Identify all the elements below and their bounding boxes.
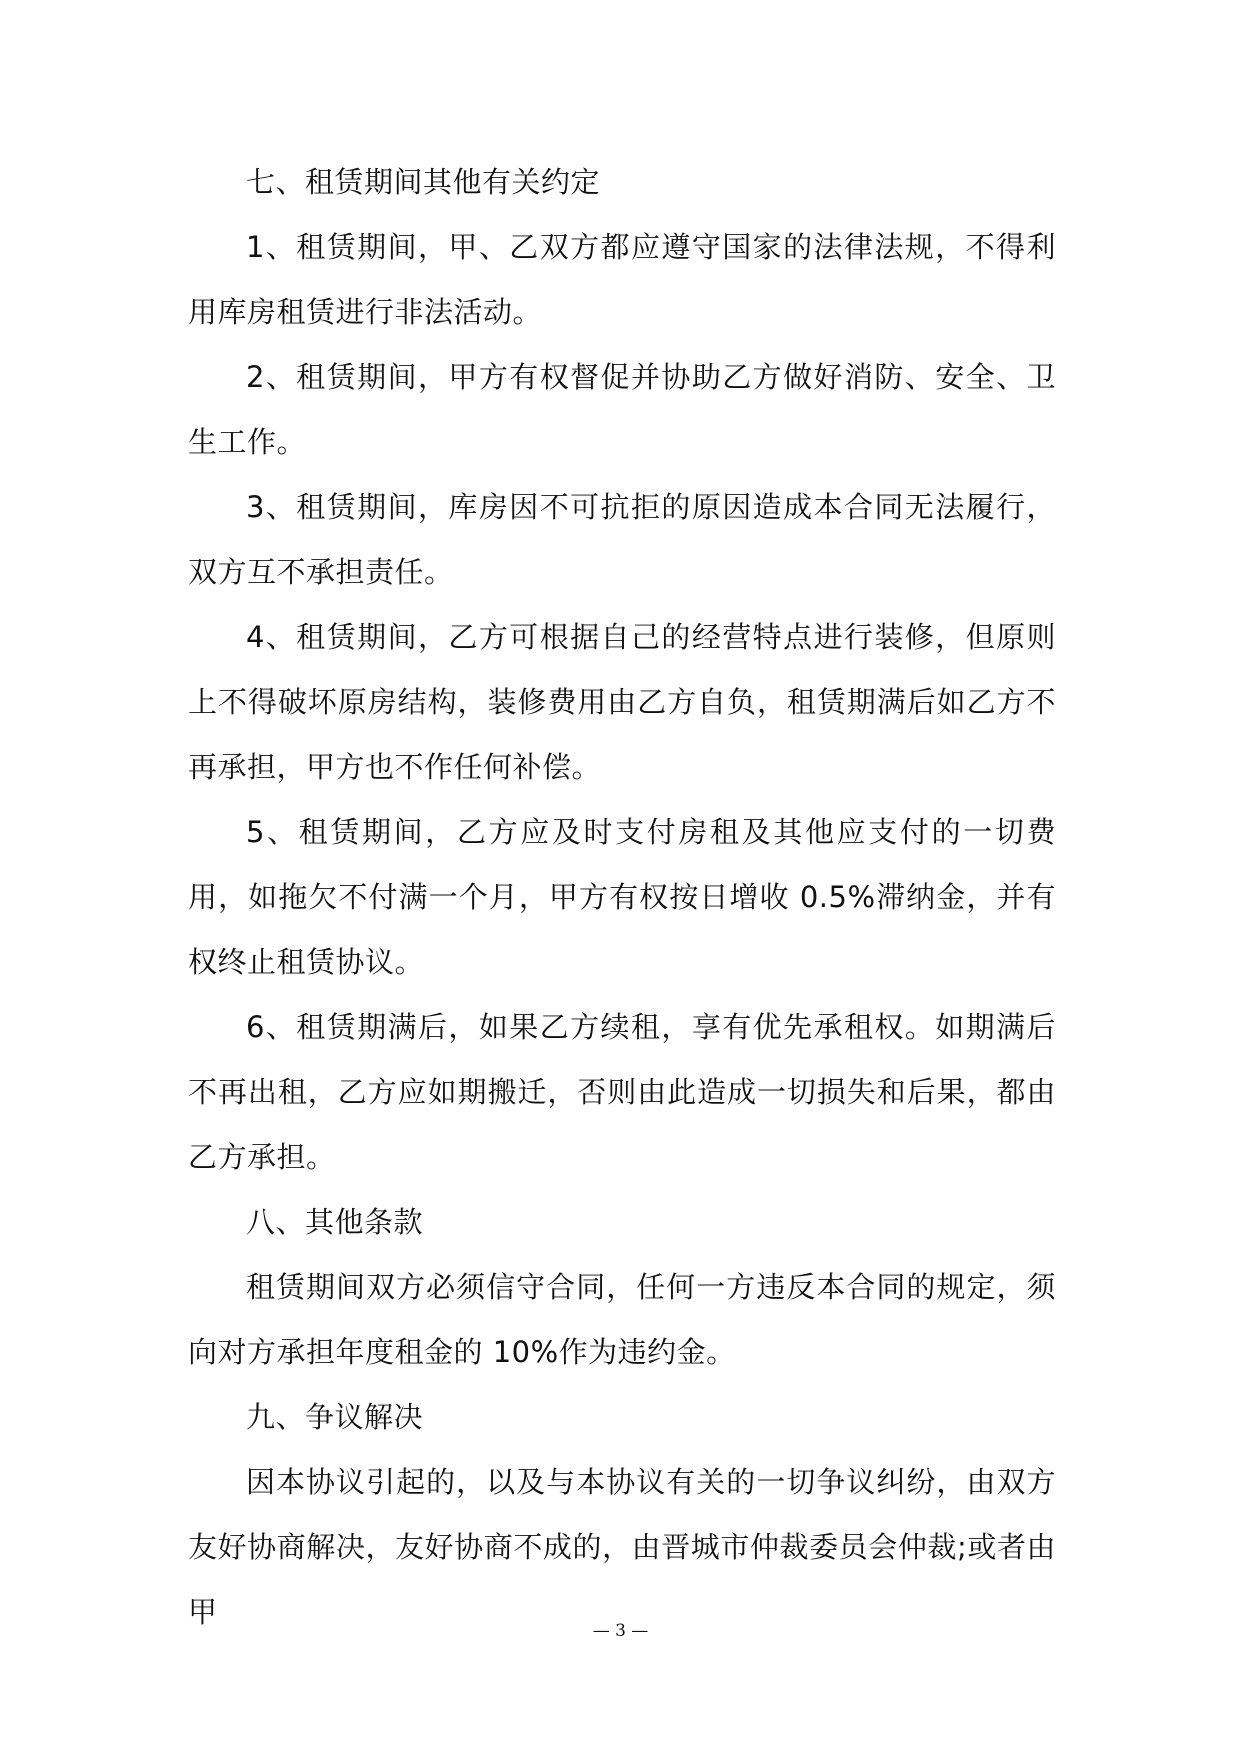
document-body <box>188 150 1056 1645</box>
section-heading-9: 九、争议解决 <box>246 1400 424 1434</box>
section-heading-7: 七、租赁期间其他有关约定 <box>246 165 601 199</box>
clause-7-4: 4、租赁期间，乙方可根据自己的经营特点进行装修，但原则上不得破坏原房结构，装修费用由乙方自负，租赁期满后如乙方不再承担，甲方也不作任何补偿。 <box>188 620 1056 784</box>
clause-7-2: 2、租赁期间，甲方有权督促并协助乙方做好消防、安全、卫生工作。 <box>188 360 1056 459</box>
page-number: — 3 — <box>592 1621 649 1641</box>
clause-8-text: 租赁期间双方必须信守合同，任何一方违反本合同的规定，须向对方承担年度租金的 10%作为违约金。 <box>188 1270 1056 1369</box>
clause-7-6: 6、租赁期满后，如果乙方续租，享有优先承租权。如期满后不再出租，乙方应如期搬迁，否则由此造成一切损失和后果，都由乙方承担。 <box>188 1010 1056 1174</box>
clause-9-text: 因本协议引起的，以及与本协议有关的一切争议纠纷，由双方友好协商解决，友好协商不成的，由晋城市仲裁委员会仲裁;或者由甲 <box>188 1465 1056 1629</box>
section-heading-8: 八、其他条款 <box>246 1205 424 1239</box>
clause-7-1: 1、租赁期间，甲、乙双方都应遵守国家的法律法规，不得利用库房租赁进行非法活动。 <box>188 230 1056 329</box>
clause-7-5: 5、租赁期间，乙方应及时支付房租及其他应支付的一切费用，如拖欠不付满一个月，甲方有权按日增收 0.5%滞纳金，并有权终止租赁协议。 <box>188 815 1056 979</box>
clause-7-3: 3、租赁期间，库房因不可抗拒的原因造成本合同无法履行，双方互不承担责任。 <box>188 490 1056 589</box>
